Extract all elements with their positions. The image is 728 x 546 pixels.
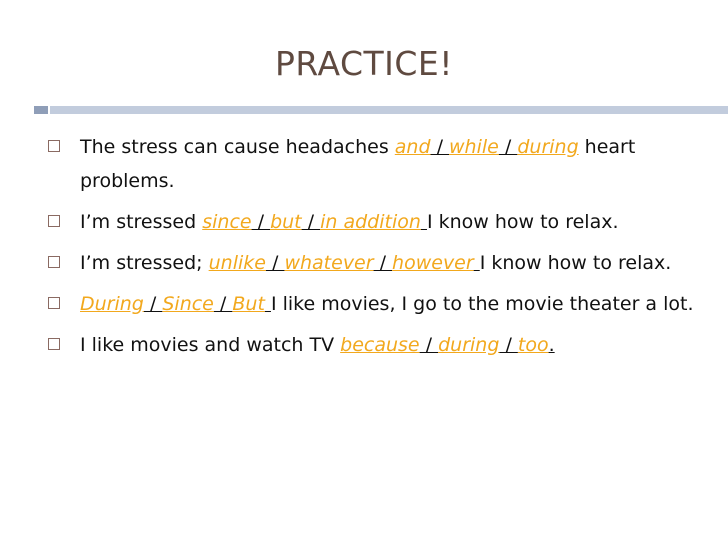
exercise-list xyxy=(48,130,708,369)
item-text: I’m stressed xyxy=(80,211,203,233)
option-but: But xyxy=(232,293,265,315)
option-during: during xyxy=(517,136,579,158)
divider-line xyxy=(50,106,728,114)
option-during: During xyxy=(80,293,144,315)
option-however: however xyxy=(392,252,474,274)
item-text: I like movies and watch TV xyxy=(80,334,341,356)
item-text-end: I like movies, I go to the movie theater a lot. xyxy=(270,293,694,315)
item-text-end: heart problems. xyxy=(80,136,636,192)
exercise-item-2: I’m stressed since / but / in addition I know how to relax. xyxy=(48,205,708,239)
item-text: The stress can cause headaches xyxy=(80,136,395,158)
bullet-square-icon xyxy=(48,215,60,227)
option-and: and xyxy=(394,136,431,158)
option-in-addition: in addition xyxy=(320,211,421,233)
item-text-end: I know how to relax. xyxy=(426,211,619,233)
option-but: but xyxy=(270,211,302,233)
option-because: because xyxy=(340,334,420,356)
bullet-square-icon xyxy=(48,256,60,268)
exercise-item-5: I like movies and watch TV because / during / too. xyxy=(48,328,708,362)
divider-accent xyxy=(34,106,48,114)
item-text-end: I know how to relax. xyxy=(479,252,672,274)
item-text-end: . xyxy=(548,334,555,356)
exercise-item-3: I’m stressed; unlike / whatever / however I know how to relax. xyxy=(48,246,708,280)
bullet-square-icon xyxy=(48,338,60,350)
option-since: since xyxy=(202,211,252,233)
item-text: I’m stressed; xyxy=(80,252,209,274)
option-since: Since xyxy=(162,293,214,315)
exercise-item-4: During / Since / But I like movies, I go to the movie theater a lot. xyxy=(48,287,708,321)
title-divider-bar xyxy=(34,106,728,114)
option-during: during xyxy=(438,334,500,356)
slide-title: PRACTICE! xyxy=(274,44,454,83)
option-while: while xyxy=(449,136,499,158)
option-whatever: whatever xyxy=(284,252,374,274)
exercise-item-1: The stress can cause headaches and / while / during heart problems. xyxy=(48,130,708,198)
option-too: too xyxy=(517,334,549,356)
bullet-square-icon xyxy=(48,140,60,152)
bullet-square-icon xyxy=(48,297,60,309)
option-unlike: unlike xyxy=(208,252,266,274)
